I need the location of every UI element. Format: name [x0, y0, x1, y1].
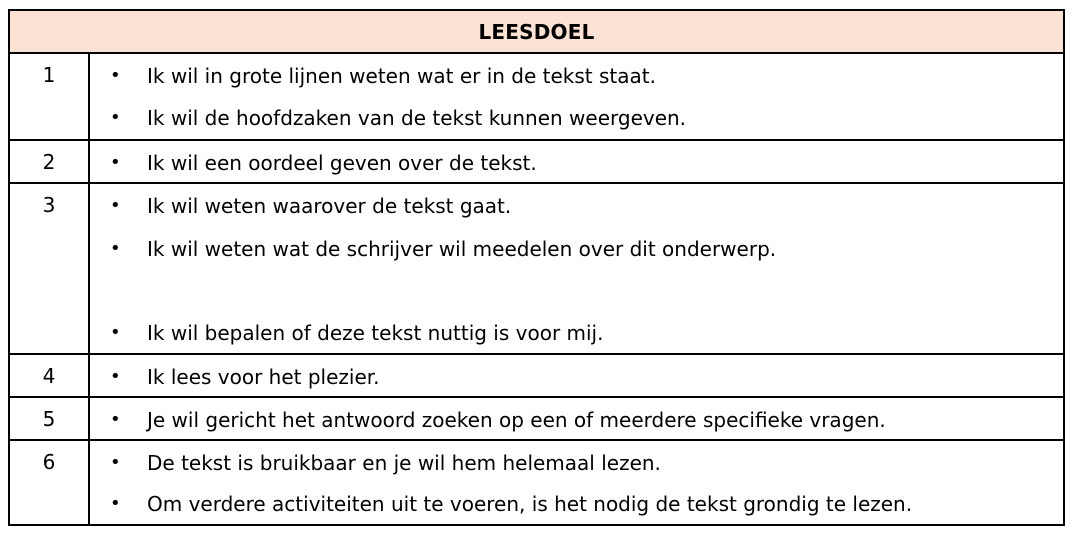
item-text: Ik wil weten waarover de tekst gaat.	[147, 194, 512, 218]
row-number: 3	[10, 184, 90, 353]
item-text: De tekst is bruikbaar en je wil hem helemaal lezen.	[147, 451, 661, 475]
row-number: 1	[10, 54, 90, 139]
bullet-icon: •	[110, 152, 121, 173]
list-item	[90, 54, 1063, 98]
table-row	[10, 441, 1063, 524]
list-item	[90, 96, 1063, 140]
row-number: 6	[10, 441, 90, 524]
item-text: Ik wil in grote lijnen weten wat er in de tekst staat.	[147, 64, 656, 88]
list-item	[90, 398, 1063, 442]
item-text: Ik wil de hoofdzaken van de tekst kunnen weergeven.	[147, 106, 687, 130]
item-text: Ik wil bepalen of deze tekst nuttig is voor mij.	[147, 321, 604, 345]
list-item	[90, 141, 1063, 185]
bullet-icon: •	[110, 107, 121, 128]
table-header: LEESDOEL	[10, 11, 1063, 54]
row-number: 2	[10, 141, 90, 182]
item-text: Om verdere activiteiten uit te voeren, is het nodig de tekst grondig te lezen.	[147, 492, 913, 516]
list-item	[90, 311, 1063, 355]
table-row	[10, 398, 1063, 441]
bullet-icon: •	[110, 238, 121, 259]
list-item	[90, 227, 1063, 271]
table-row	[10, 54, 1063, 141]
table-row	[10, 355, 1063, 398]
item-text: Ik wil weten wat de schrijver wil meedelen over dit onderwerp.	[147, 237, 777, 261]
list-item	[90, 482, 1063, 526]
bullet-icon: •	[110, 65, 121, 86]
row-number: 5	[10, 398, 90, 439]
list-item	[90, 355, 1063, 399]
leesdoel-table	[8, 9, 1065, 526]
table-row	[10, 184, 1063, 355]
list-item	[90, 441, 1063, 485]
bullet-icon: •	[110, 452, 121, 473]
bullet-icon: •	[110, 409, 121, 430]
table-row	[10, 141, 1063, 184]
item-text: Ik wil een oordeel geven over de tekst.	[147, 151, 537, 175]
item-text: Ik lees voor het plezier.	[147, 365, 380, 389]
list-item	[90, 184, 1063, 228]
bullet-icon: •	[110, 195, 121, 216]
bullet-icon: •	[110, 366, 121, 387]
bullet-icon: •	[110, 322, 121, 343]
bullet-icon: •	[110, 493, 121, 514]
row-number: 4	[10, 355, 90, 396]
item-text: Je wil gericht het antwoord zoeken op een of meerdere specifieke vragen.	[147, 408, 886, 432]
